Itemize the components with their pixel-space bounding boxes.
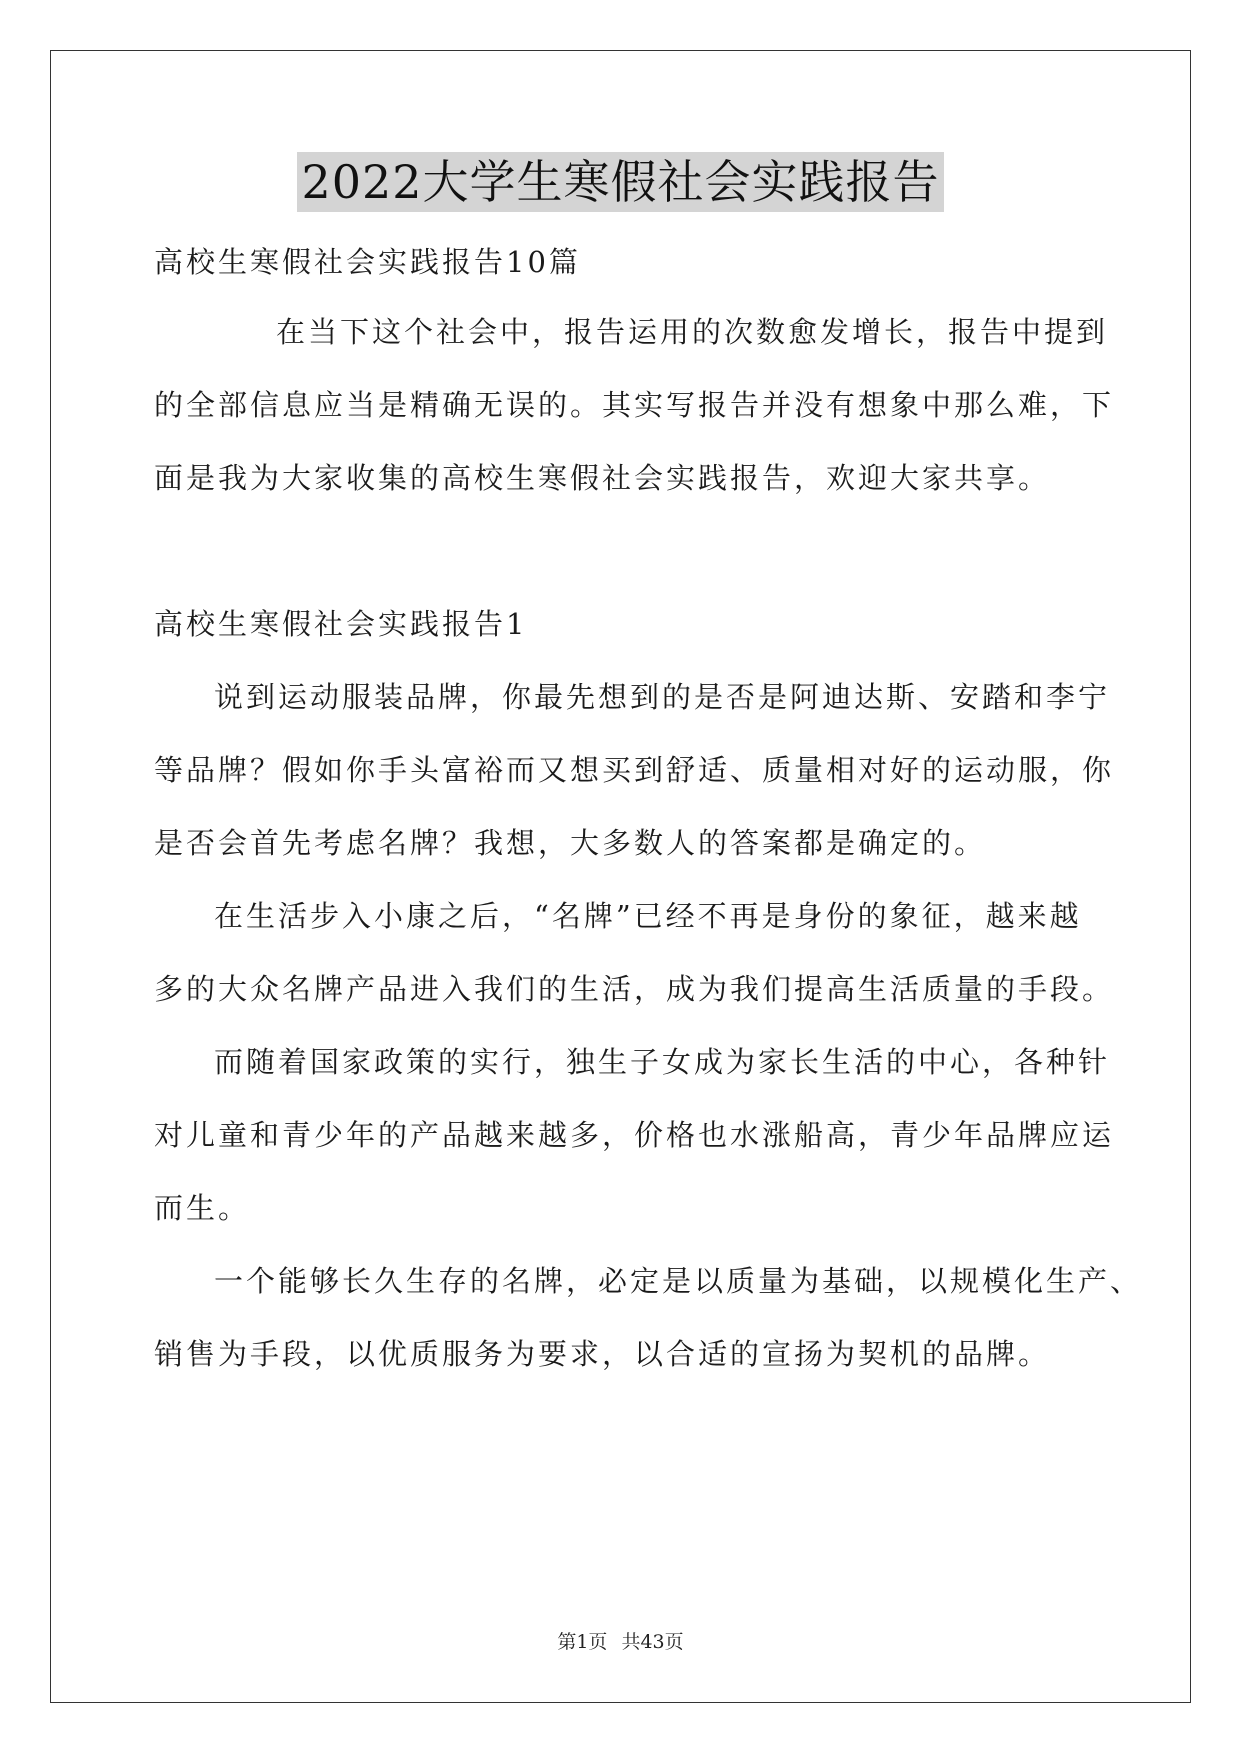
body-line-2: 等品牌？假如你手头富裕而又想买到舒适、质量相对好的运动服，你: [154, 753, 1115, 787]
body-line-9: 一个能够长久生存的名牌，必定是以质量为基础，以规模化生产、: [214, 1264, 1143, 1298]
title-container: [0, 152, 1241, 212]
total-pages: 共43页: [621, 1631, 684, 1653]
page-border: [50, 50, 1191, 1703]
body-line-4: 在生活步入小康之后，“名牌”已经不再是身份的象征，越来越: [214, 899, 1082, 933]
body-line-6: 而随着国家政策的实行，独生子女成为家长生活的中心，各种针: [214, 1045, 1111, 1079]
body-line-8: 而生。: [154, 1191, 251, 1225]
intro-line-1: 在当下这个社会中，报告运用的次数愈发增长，报告中提到: [276, 315, 1109, 349]
section-heading: 高校生寒假社会实践报告1: [154, 607, 528, 641]
intro-line-3: 面是我为大家收集的高校生寒假社会实践报告，欢迎大家共享。: [154, 461, 1051, 495]
document-subtitle: 高校生寒假社会实践报告10篇: [154, 245, 581, 279]
body-line-7: 对儿童和青少年的产品越来越多，价格也水涨船高，青少年品牌应运: [154, 1118, 1115, 1152]
page-number: 第1页: [557, 1631, 608, 1653]
document-title: 2022大学生寒假社会实践报告: [297, 152, 943, 212]
body-line-5: 多的大众名牌产品进入我们的生活，成为我们提高生活质量的手段。: [154, 972, 1115, 1006]
body-line-1: 说到运动服装品牌，你最先想到的是否是阿迪达斯、安踏和李宁: [214, 680, 1111, 714]
body-line-10: 销售为手段，以优质服务为要求，以合适的宣扬为契机的品牌。: [154, 1337, 1051, 1371]
page-footer: [0, 1630, 1241, 1654]
intro-line-2: 的全部信息应当是精确无误的。其实写报告并没有想象中那么难，下: [154, 388, 1115, 422]
body-line-3: 是否会首先考虑名牌？我想，大多数人的答案都是确定的。: [154, 826, 987, 860]
